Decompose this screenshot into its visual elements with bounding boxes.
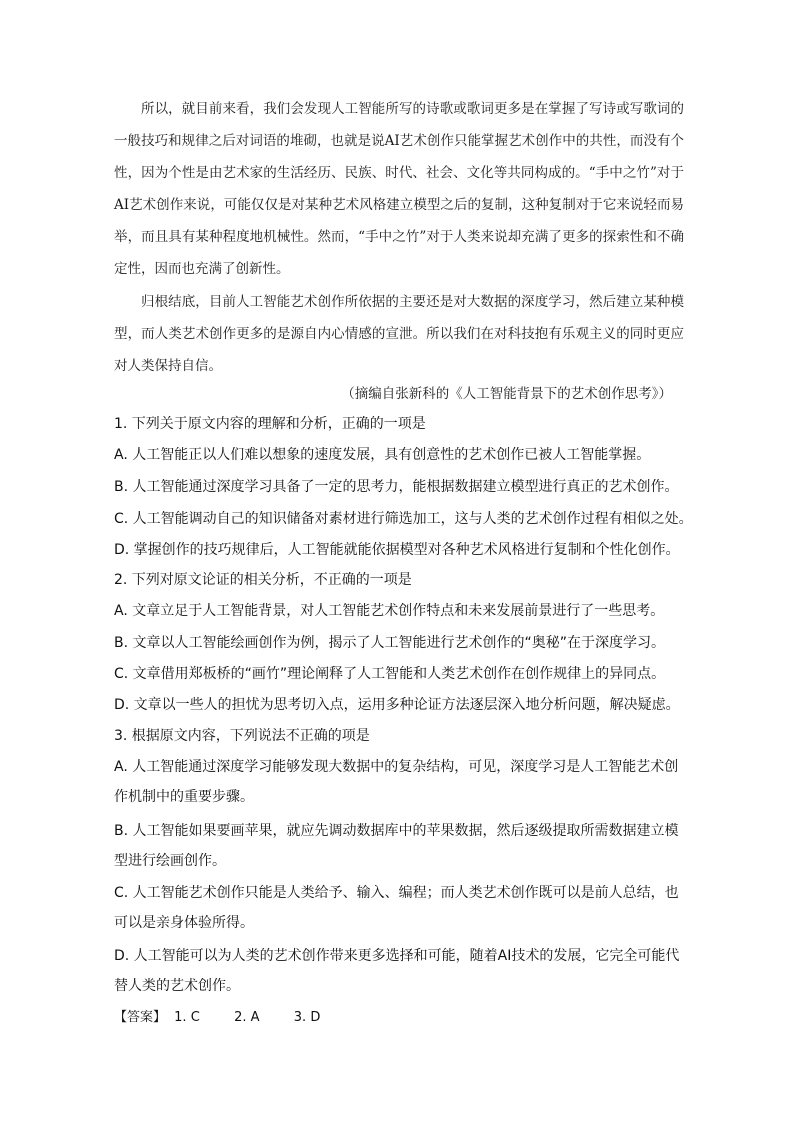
answer-3: 3. D bbox=[293, 1010, 321, 1025]
question-1-option-d: D. 掌握创作的技巧规律后，人工智能就能依据模型对各种艺术风格进行复制和个性化创作。 bbox=[114, 542, 680, 558]
question-2-stem: 2. 下列对原文论证的相关分析，不正确的一项是 bbox=[114, 572, 412, 588]
question-3-stem: 3. 根据原文内容，下列说法不正确的项是 bbox=[114, 728, 370, 744]
question-3-option-d: D. 人工智能可以为人类的艺术创作带来更多选择和可能，随着AI技术的发展，它完全可能代替人类的艺术创作。 bbox=[114, 948, 680, 994]
question-1-stem: 1. 下列关于原文内容的理解和分析，正确的一项是 bbox=[114, 416, 426, 432]
question-3-option-a: A. 人工智能通过深度学习能够发现大数据中的复杂结构，可见，深度学习是人工智能艺术创作机制中的重要步骤。 bbox=[114, 759, 679, 805]
question-1-option-a: A. 人工智能正以人们难以想象的速度发展，具有创意性的艺术创作已被人工智能掌握。 bbox=[114, 447, 651, 463]
question-2-option-d: D. 文章以一些人的担忧为思考切入点，运用多种论证方法逐层深入地分析问题，解决疑虑。 bbox=[114, 697, 680, 713]
answer-1: 1. C bbox=[174, 1010, 200, 1025]
answer-2: 2. A bbox=[234, 1010, 260, 1025]
passage-paragraph-2: 归根结底，目前人工智能艺术创作所依据的主要还是对大数据的深度学习，然后建立某种模型，而人类艺术创作更多的是源自内心情感的宣泄。所以我们在对科技抱有乐观主义的同时更应对人类保持自信。 bbox=[114, 294, 684, 374]
question-2-option-a: A. 文章立足于人工智能背景，对人工智能艺术创作特点和未来发展前景进行了一些思考。 bbox=[114, 603, 665, 619]
question-1-option-c: C. 人工智能调动自己的知识储备对素材进行筛选加工，这与人类的艺术创作过程有相似之处。 bbox=[114, 511, 693, 527]
answer-tag: 【答案】 bbox=[114, 1010, 167, 1025]
passage-paragraph-1: 所以，就目前来看，我们会发现人工智能所写的诗歌或歌词更多是在掌握了写诗或写歌词的一般技巧和规律之后对词语的堆砌，也就是说AI艺术创作只能掌握艺术创作中的共性，而没有个性，因为个性是由艺术家的生活经历、民族、时代、社会、文化等共同构成的。“手中之竹”对于AI艺术创作来说，可能仅仅是对某种艺术风格建立模型之后的复制，这种复制对于它来说轻而易举，而且具有某种程度地机械性。然而，“手中之竹”对于人类来说却充满了更多的探索性和不确定性，因而也充满了创新性。 bbox=[114, 101, 684, 277]
question-2-option-b: B. 文章以人工智能绘画创作为例，揭示了人工智能进行艺术创作的“奥秘”在于深度学习。 bbox=[114, 635, 666, 651]
question-1-option-b: B. 人工智能通过深度学习具备了一定的思考力，能根据数据建立模型进行真正的艺术创作。 bbox=[114, 479, 679, 495]
question-3-option-b: B. 人工智能如果要画苹果，就应先调动数据库中的苹果数据，然后逐级提取所需数据建立模型进行绘画创作。 bbox=[114, 823, 679, 869]
passage-source: （摘编自张新科的《人工智能背景下的艺术创作思考》） bbox=[341, 386, 672, 402]
answer-line bbox=[114, 1006, 320, 1025]
question-3-option-c: C. 人工智能艺术创作只能是人类给予、输入、编程；而人类艺术创作既可以是前人总结，也可以是亲身体验所得。 bbox=[114, 885, 679, 931]
question-2-option-c: C. 文章借用郑板桥的“画竹”理论阐释了人工智能和人类艺术创作在创作规律上的异同点。 bbox=[114, 666, 666, 682]
